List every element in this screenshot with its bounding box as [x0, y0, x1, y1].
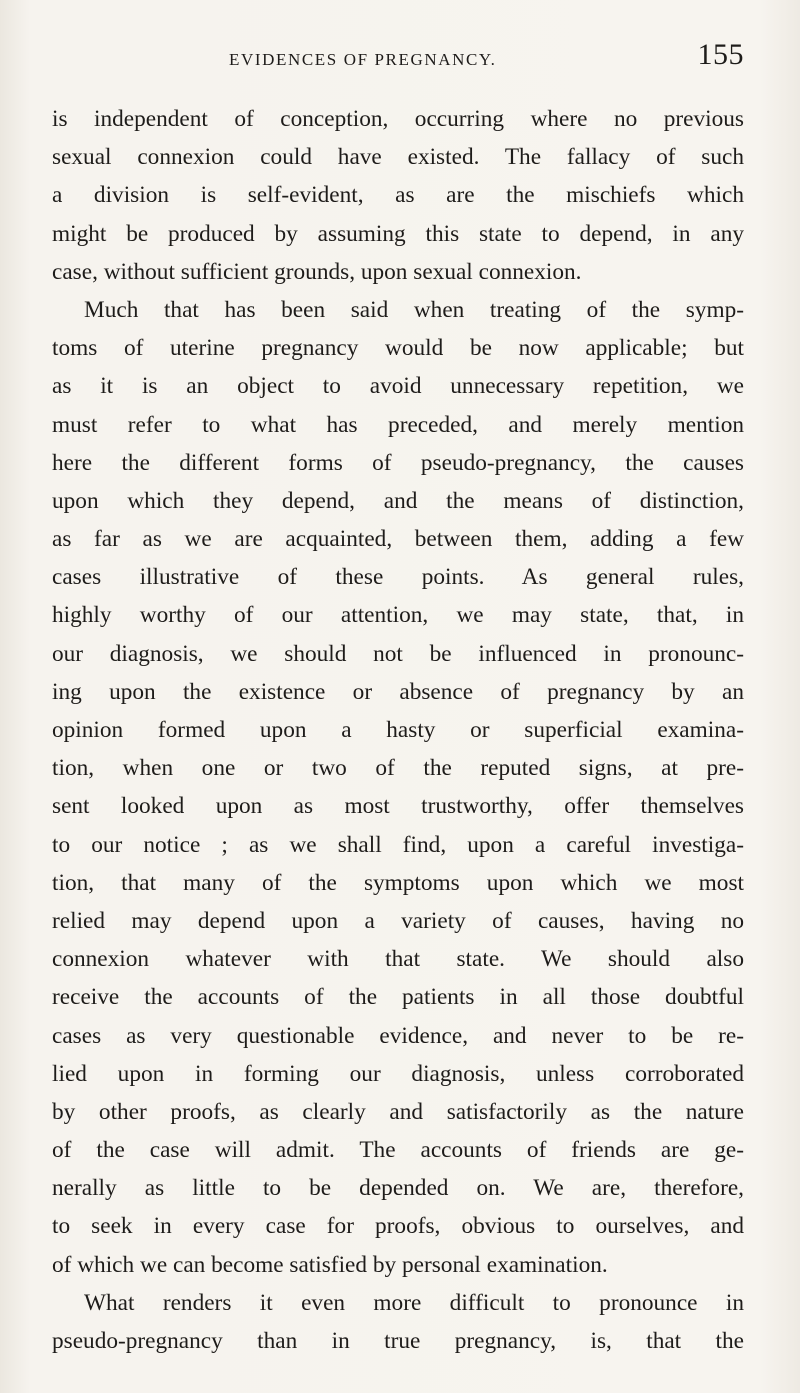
text-line: toms of uterine pregnancy would be now applicable; but: [52, 335, 744, 362]
paragraph-start-line: What renders it even more difficult to pronounce in: [84, 1289, 744, 1316]
text-line: to seek in every case for proofs, obvious to ourselves, and: [52, 1213, 744, 1240]
text-line: tion, when one or two of the reputed signs, at pre-: [52, 755, 744, 782]
text-line: receive the accounts of the patients in all those doubtful: [52, 984, 744, 1011]
text-line: highly worthy of our attention, we may state, that, in: [52, 602, 744, 629]
text-line: connexion whatever with that state. We should also: [52, 946, 744, 973]
text-line: pseudo-pregnancy than in true pregnancy, is, that the: [52, 1328, 744, 1354]
text-line: of which we can become satisfied by personal examination.: [52, 1251, 608, 1278]
page-number: 155: [697, 38, 744, 71]
text-line: our diagnosis, we should not be influenced in pronounc-: [52, 640, 744, 667]
text-line: to our notice ; as we shall find, upon a careful investiga-: [52, 831, 744, 858]
text-line: ing upon the existence or absence of pregnancy by an: [52, 678, 744, 705]
text-line: by other proofs, as clearly and satisfactorily as the nature: [52, 1098, 744, 1125]
text-line: opinion formed upon a hasty or superficial examina-: [52, 717, 744, 743]
text-line: might be produced by assuming this state to depend, in any: [52, 220, 744, 247]
text-line: relied may depend upon a variety of causes, having no: [52, 907, 744, 934]
text-line: sexual connexion could have existed. The fallacy of such: [52, 144, 744, 171]
text-line: cases as very questionable evidence, and never to be re-: [52, 1022, 744, 1049]
header-title: EVIDENCES OF PREGNANCY.: [229, 50, 497, 69]
body-text: [52, 100, 744, 1360]
text-line: here the different forms of pseudo-pregnancy, the causes: [52, 449, 744, 476]
text-line: case, without sufficient grounds, upon sexual connexion.: [52, 258, 582, 285]
text-line: must refer to what has preceded, and merely mention: [52, 411, 744, 438]
paragraph-start-line: Much that has been said when treating of the symp-: [84, 296, 744, 323]
text-line: nerally as little to be depended on. We are, therefore,: [52, 1175, 744, 1202]
text-line: lied upon in forming our diagnosis, unless corroborated: [52, 1060, 744, 1087]
text-line: tion, that many of the symptoms upon which we most: [52, 869, 744, 896]
text-line: a division is self-evident, as are the mischiefs which: [52, 182, 744, 209]
text-line: upon which they depend, and the means of distinction,: [52, 487, 744, 514]
text-line: as it is an object to avoid unnecessary repetition, we: [52, 373, 744, 400]
text-line: as far as we are acquainted, between them, adding a few: [52, 526, 744, 553]
text-line: of the case will admit. The accounts of friends are ge-: [52, 1137, 744, 1164]
text-line: cases illustrative of these points. As general rules,: [52, 564, 744, 591]
text-line: sent looked upon as most trustworthy, offer themselves: [52, 793, 744, 820]
text-line: is independent of conception, occurring where no previous: [52, 106, 744, 132]
running-head: [52, 40, 744, 80]
